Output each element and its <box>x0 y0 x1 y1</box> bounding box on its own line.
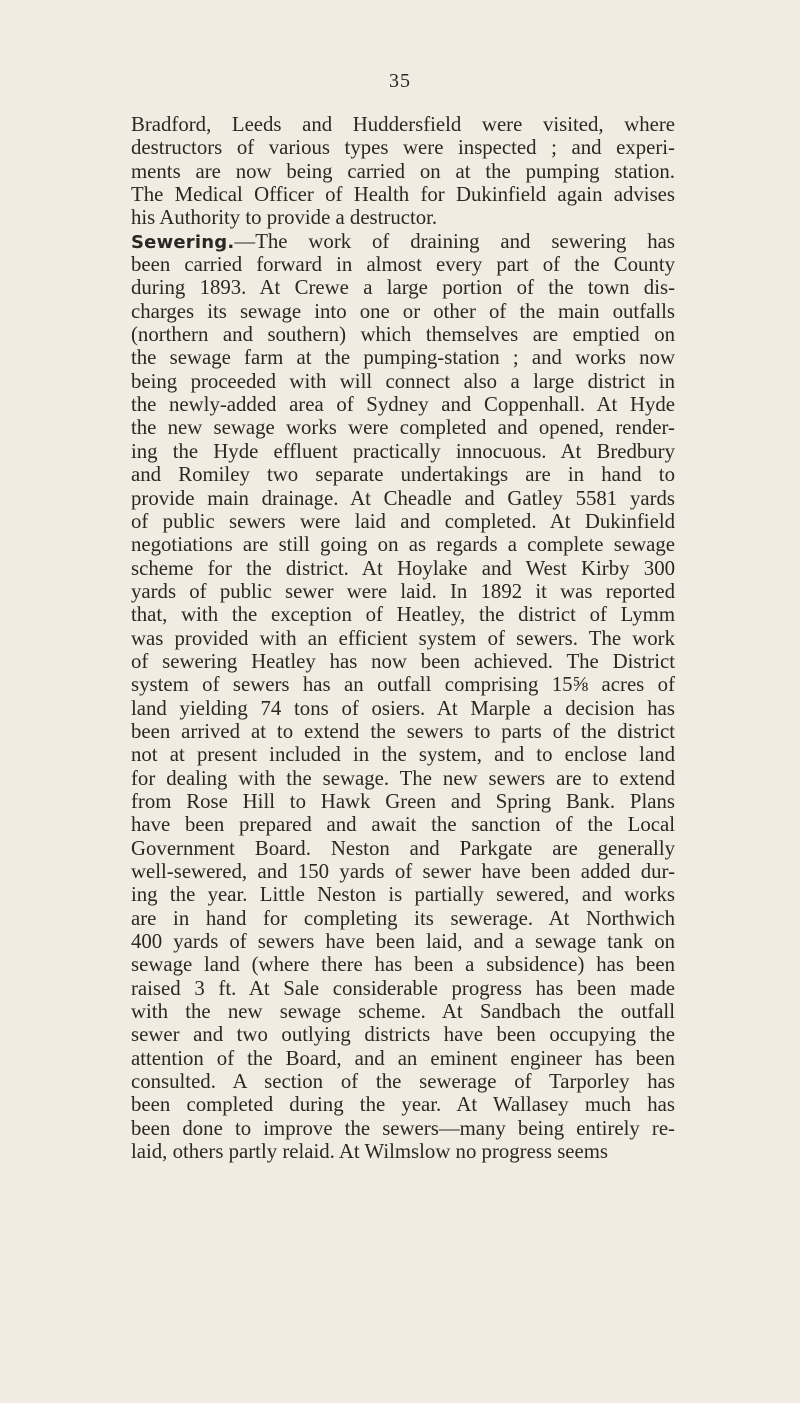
text-line: the new sewage works were completed and opened, render- <box>131 416 675 440</box>
text-line: Bradford, Leeds and Huddersfield were visited, where <box>131 113 675 136</box>
text-line: yards of public sewer were laid. In 1892 it was reported <box>131 579 675 603</box>
text-line: been arrived at to extend the sewers to parts of the district <box>131 719 675 743</box>
paragraph-sewering <box>131 230 675 1164</box>
text-line: system of sewers has an outfall comprising 15⅝ acres of <box>131 673 675 697</box>
text-line: raised 3 ft. At Sale considerable progress has been made <box>131 976 675 1000</box>
text-line: Government Board. Neston and Parkgate are generally <box>131 836 675 860</box>
text-line: well-sewered, and 150 yards of sewer have been added dur- <box>131 860 675 883</box>
text-line: and Romiley two separate undertakings are in hand to <box>131 463 675 487</box>
text-line: being proceeded with will connect also a large district in <box>131 369 675 393</box>
section-heading: Sewering. <box>131 231 235 253</box>
text-line: are in hand for completing its sewerage. At Northwich <box>131 906 675 930</box>
text-line: negotiations are still going on as regards a complete sewage <box>131 533 675 557</box>
text-line: of public sewers were laid and completed. At Dukinfield <box>131 509 675 533</box>
text-line: provide main drainage. At Cheadle and Gatley 5581 yards <box>131 486 675 510</box>
text-line: of sewering Heatley has now been achieved. The District <box>131 649 675 673</box>
text-line: scheme for the district. At Hoylake and West Kirby 300 <box>131 556 675 580</box>
text-line: destructors of various types were inspected ; and experi- <box>131 136 675 160</box>
paragraph-destructors <box>131 113 675 230</box>
text-line: the sewage farm at the pumping-station ; and works now <box>131 346 675 370</box>
text-line: charges its sewage into one or other of the main outfalls <box>131 299 675 323</box>
page-number: 35 <box>389 70 411 92</box>
text-line: was provided with an efficient system of sewers. The work <box>131 626 675 650</box>
text-line <box>131 230 675 253</box>
text-line: from Rose Hill to Hawk Green and Spring Bank. Plans <box>131 789 675 813</box>
text-line: sewer and two outlying districts have been occupying the <box>131 1023 675 1047</box>
body-text <box>131 113 675 1163</box>
text-line: attention of the Board, and an eminent engineer has been <box>131 1046 675 1070</box>
text-line: the newly-added area of Sydney and Coppenhall. At Hyde <box>131 393 675 417</box>
text-line: his Authority to provide a destructor. <box>131 206 438 230</box>
text-line: ments are now being carried on at the pumping station. <box>131 159 675 183</box>
text-line: that, with the exception of Heatley, the district of Lymm <box>131 603 675 627</box>
text-line: laid, others partly relaid. At Wilmslow no progress seems <box>131 1140 609 1164</box>
text-line: ing the Hyde effluent practically innocuous. At Bredbury <box>131 439 675 463</box>
text-line: not at present included in the system, and to enclose land <box>131 743 675 767</box>
text-line: The Medical Officer of Health for Dukinfield again advises <box>131 183 675 207</box>
text-line: been completed during the year. At Wallasey much has <box>131 1093 675 1117</box>
heading-line-text: —The work of draining and sewering has <box>234 229 675 253</box>
text-line: 400 yards of sewers have been laid, and a sewage tank on <box>131 930 675 954</box>
text-line: sewage land (where there has been a subsidence) has been <box>131 953 675 977</box>
text-line: have been prepared and await the sanction of the Local <box>131 813 675 837</box>
text-line: for dealing with the sewage. The new sewers are to extend <box>131 766 675 790</box>
text-line: ing the year. Little Neston is partially sewered, and works <box>131 883 675 907</box>
text-line: been carried forward in almost every part of the County <box>131 253 675 277</box>
text-line: been done to improve the sewers—many being entirely re- <box>131 1116 675 1140</box>
text-line: during 1893. At Crewe a large portion of the town dis- <box>131 276 675 300</box>
text-line: consulted. A section of the sewerage of Tarporley has <box>131 1070 675 1094</box>
text-line: (northern and southern) which themselves are emptied on <box>131 323 675 347</box>
text-line: with the new sewage scheme. At Sandbach the outfall <box>131 1000 675 1024</box>
text-line: land yielding 74 tons of osiers. At Marple a decision has <box>131 696 675 720</box>
